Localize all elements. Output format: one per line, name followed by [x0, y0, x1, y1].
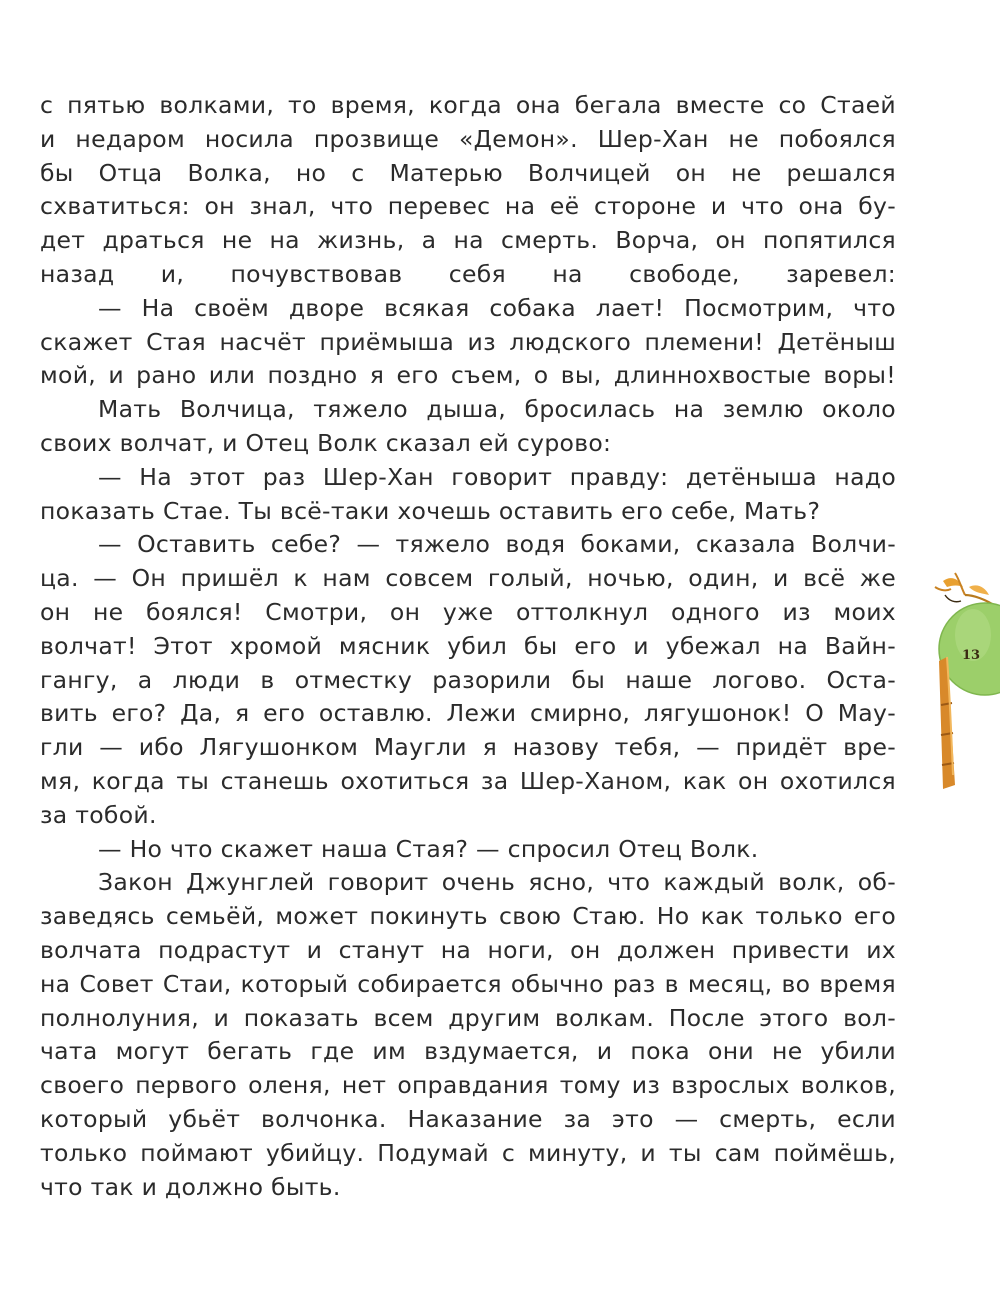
text-line: на Совет Стаи, который собирается обычно раз в месяц, во время: [40, 969, 896, 998]
text-line: гангу, а люди в отместку разорили бы наше логово. Оста-: [40, 665, 896, 694]
text-line: назад и, почувствовав себя на свободе, заревел:: [40, 259, 896, 288]
text-line: и недаром носила прозвище «Демон». Шер-Хан не побоялся: [40, 124, 896, 153]
text-line: Закон Джунглей говорит очень ясно, что каждый волк, об-: [98, 868, 896, 897]
green-leaf-tab-icon: [925, 565, 1000, 795]
text-line: Мать Волчица, тяжело дыша, бросилась на землю около: [98, 395, 896, 424]
text-line: волчат! Этот хромой мясник убил бы его и убежал на Вайн-: [40, 631, 896, 660]
text-line: с пятью волками, то время, когда она бегала вместе со Стаей: [40, 91, 896, 119]
text-line: который убьёт волчонка. Наказание за это — смерть, если: [40, 1104, 896, 1133]
text-line: своих волчат, и Отец Волк сказал ей сурово:: [40, 428, 612, 457]
text-line: — Оставить себе? — тяжело водя боками, сказала Волчи-: [98, 530, 896, 559]
page-number: 13: [962, 648, 981, 663]
text-line: полнолуния, и показать всем другим волкам. После этого вол-: [40, 1003, 896, 1032]
text-line: за тобой.: [40, 800, 157, 829]
text-line: бы Отца Волка, но с Матерью Волчицей он не решался: [40, 158, 896, 187]
text-line: — Но что скажет наша Стая? — спросил Отец Волк.: [98, 834, 759, 863]
text-line: скажет Стая насчёт приёмыша из людского племени! Детёныш: [40, 327, 896, 356]
text-line: только поймают убийцу. Подумай с минуту, и ты сам поймёшь,: [40, 1138, 896, 1167]
text-line: мой, и рано или поздно я его съем, о вы, длиннохвостые воры!: [40, 361, 896, 390]
text-line: мя, когда ты станешь охотиться за Шер-Ханом, как он охотился: [40, 766, 896, 795]
text-line: он не боялся! Смотри, он уже оттолкнул одного из моих: [40, 597, 896, 626]
text-line: гли — ибо Лягушонком Маугли я назову тебя, — придёт вре-: [40, 733, 896, 762]
text-line: показать Стае. Ты всё-таки хочешь оставить его себе, Мать?: [40, 496, 821, 525]
text-line: схватиться: он знал, что перевес на её стороне и что она бу-: [40, 192, 896, 221]
text-line: — На своём дворе всякая собака лает! Посмотрим, что: [98, 293, 896, 322]
text-line: ца. — Он пришёл к нам совсем голый, ночью, один, и всё же: [40, 564, 896, 593]
text-line: — На этот раз Шер-Хан говорит правду: детёныша надо: [98, 462, 896, 491]
text-line: заведясь семьёй, может покинуть свою Стаю. Но как только его: [40, 902, 896, 931]
text-line: своего первого оленя, нет оправдания тому из взрослых волков,: [40, 1071, 896, 1100]
text-line: что так и должно быть.: [40, 1172, 341, 1201]
body-text: [40, 89, 896, 1204]
text-line: дет драться не на жизнь, а на смерть. Ворча, он попятился: [40, 226, 896, 255]
text-line: вить его? Да, я его оставлю. Лежи смирно, лягушонок! О Мау-: [40, 699, 896, 728]
text-line: чата могут бегать где им вздумается, и пока они не убили: [40, 1037, 896, 1066]
text-line: волчата подрастут и станут на ноги, он должен привести их: [40, 935, 896, 964]
